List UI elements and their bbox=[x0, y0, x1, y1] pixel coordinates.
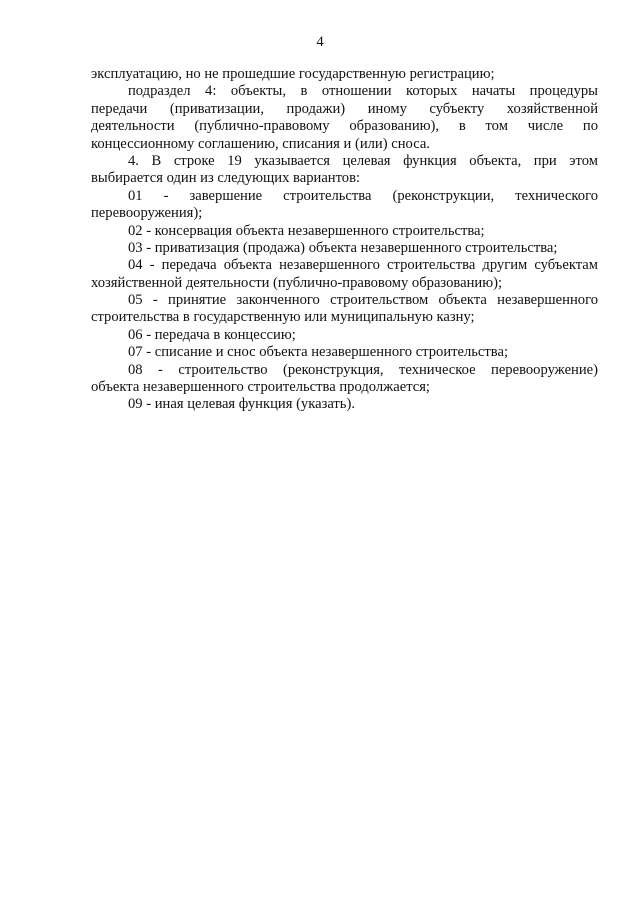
text-line: 04 - передача объекта незавершенного строительства другим субъектам bbox=[128, 257, 598, 274]
text-line: 02 - консервация объекта незавершенного строительства; bbox=[128, 222, 485, 239]
text-line: 08 - строительство (реконструкция, техническое перевооружение) bbox=[128, 361, 598, 378]
text-line: 03 - приватизация (продажа) объекта незавершенного строительства; bbox=[128, 239, 558, 256]
text-line: 05 - принятие законченного строительством объекта незавершенного bbox=[128, 292, 598, 309]
text-line: 09 - иная целевая функция (указать). bbox=[128, 396, 355, 413]
text-line: 07 - списание и снос объекта незавершенного строительства; bbox=[128, 344, 509, 361]
text-line: строительства в государственную или муниципальную казну; bbox=[91, 309, 475, 326]
text-line: 06 - передача в концессию; bbox=[128, 326, 296, 343]
text-line: перевооружения); bbox=[91, 205, 203, 222]
text-line: подраздел 4: объекты, в отношении которых начаты процедуры bbox=[128, 83, 598, 100]
text-line: 01 - завершение строительства (реконструкции, технического bbox=[128, 187, 598, 204]
document-body bbox=[91, 66, 598, 414]
text-line: объекта незавершенного строительства продолжается; bbox=[91, 379, 430, 396]
text-line: концессионному соглашению, списания и (или) сноса. bbox=[91, 135, 430, 152]
text-line: деятельности (публично-правовому образованию), в том числе по bbox=[91, 118, 598, 135]
text-line: хозяйственной деятельности (публично-правовому образованию); bbox=[91, 274, 503, 291]
text-line: выбирается один из следующих вариантов: bbox=[91, 170, 361, 187]
page-number: 4 bbox=[316, 34, 324, 50]
text-line: эксплуатацию, но не прошедшие государственную регистрацию; bbox=[91, 66, 495, 82]
text-line: 4. В строке 19 указывается целевая функция объекта, при этом bbox=[128, 152, 598, 169]
text-line: передачи (приватизации, продажи) иному субъекту хозяйственной bbox=[91, 100, 598, 117]
